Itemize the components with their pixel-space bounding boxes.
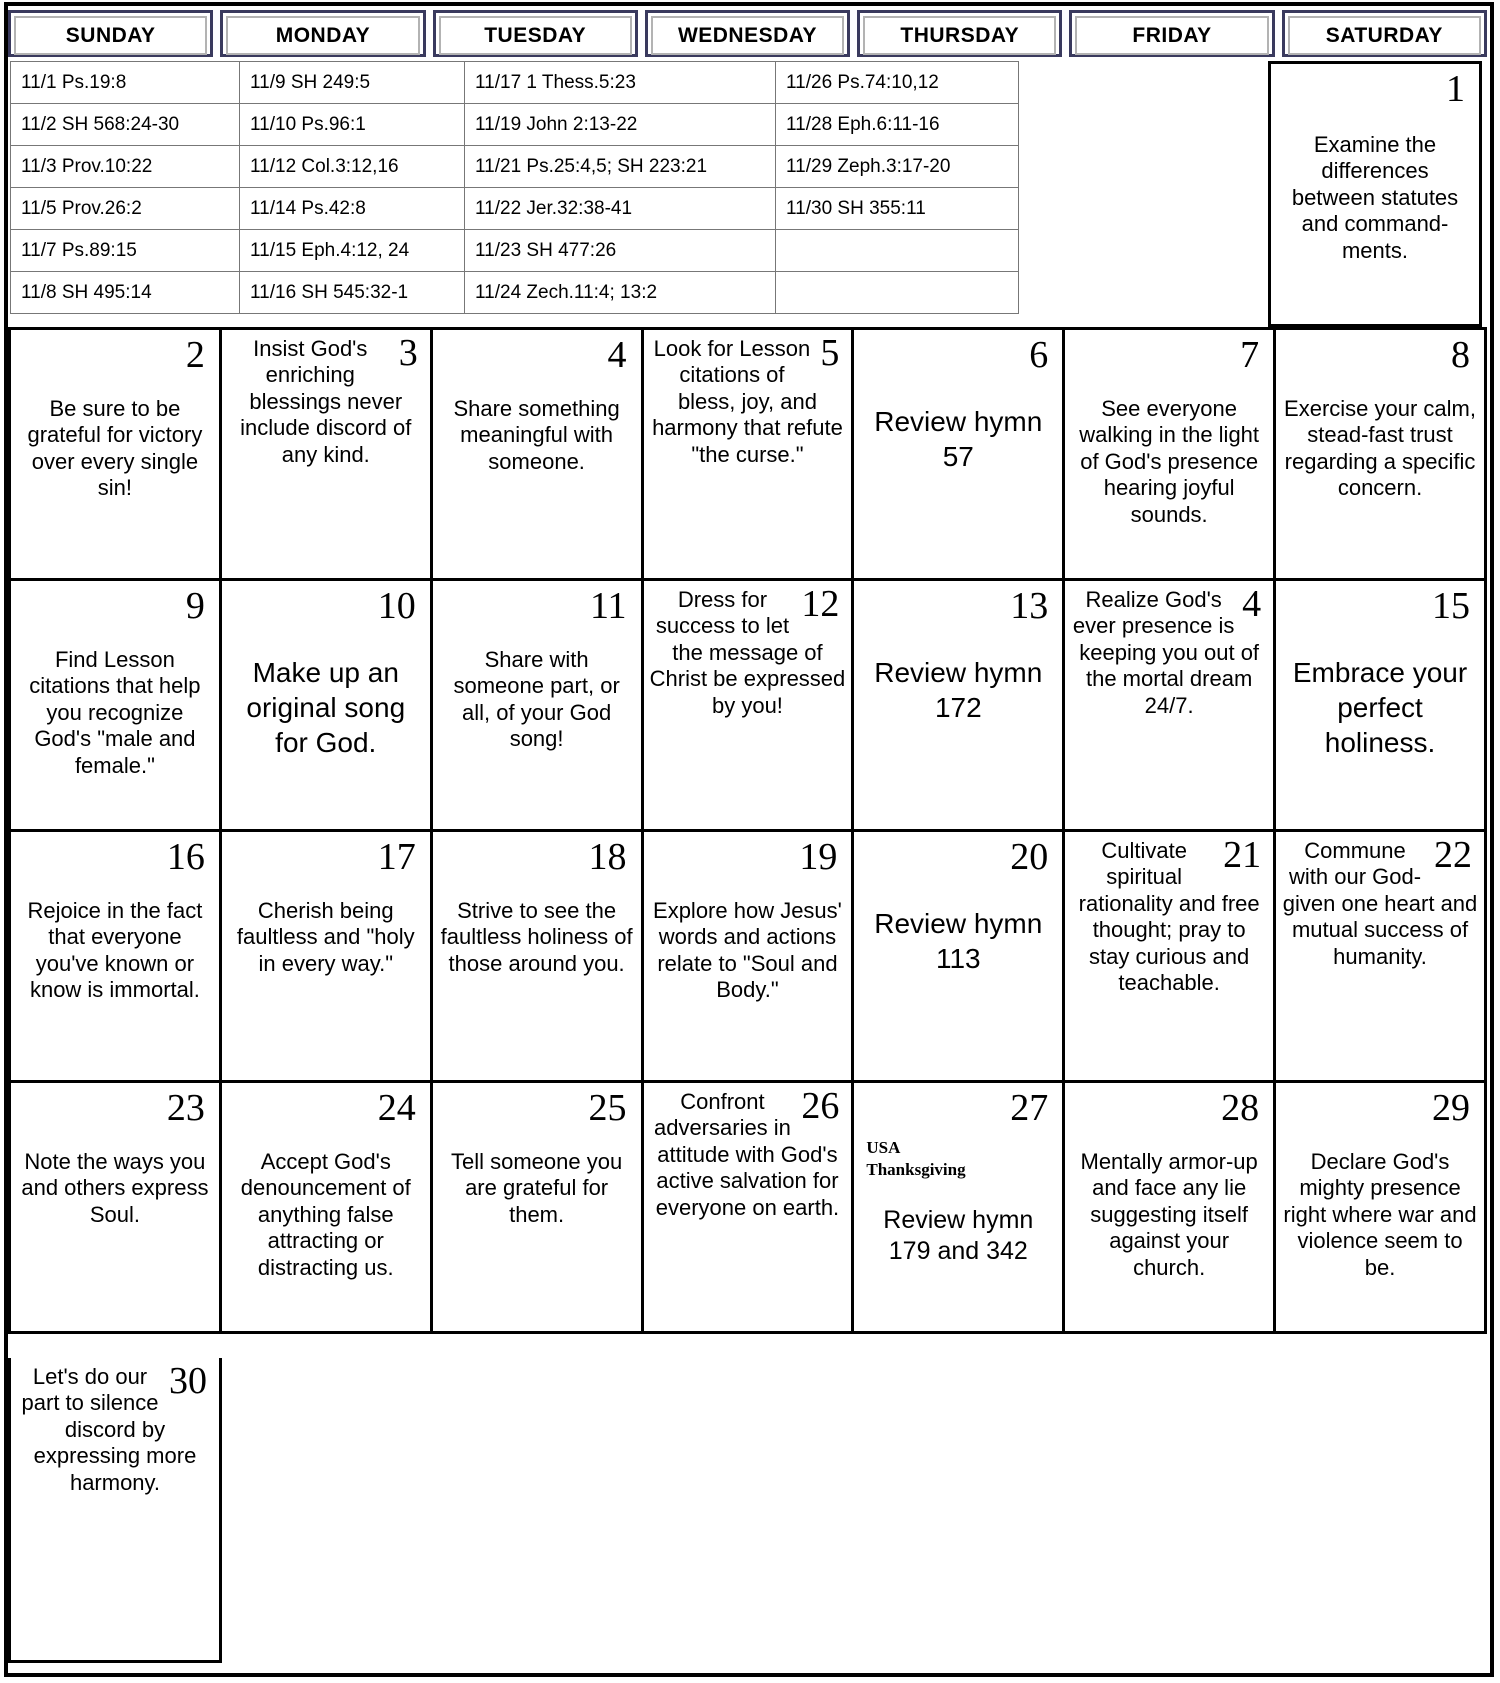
day-text: Explore how Jesus' words and actions relate to "Soul and Body.": [653, 898, 842, 1003]
citation-cell: 11/7 Ps.89:15: [11, 230, 240, 272]
day-cell-21: [1064, 831, 1275, 1082]
day-text: Exercise your calm, stead-fast trust regarding a specific concern.: [1284, 396, 1476, 501]
day-text: Cherish being faultless and "holy in every way.": [236, 898, 415, 976]
day-number: 4: [607, 334, 627, 376]
holiday-label: USA Thanksgiving: [866, 1138, 966, 1180]
weeks-grid: [8, 327, 1487, 1334]
day-number: 8: [1451, 334, 1470, 376]
day-text: Examine the differences between statutes and command-ments.: [1291, 132, 1459, 263]
citation-cell: 11/16 SH 545:32-1: [240, 272, 465, 314]
citation-row: [11, 230, 1019, 272]
weekday-header-label: THURSDAY: [863, 16, 1056, 55]
citation-cell: 11/30 SH 355:11: [776, 188, 1019, 230]
day-cell-20: [853, 831, 1064, 1082]
week-row: [10, 1082, 1486, 1333]
weekday-header-cell: [857, 10, 1062, 57]
weeks-body: [10, 329, 1486, 1333]
day-number: 1: [1446, 68, 1465, 110]
day-cell-4: [431, 329, 642, 580]
day-text: Confront adversaries in attitude with God's active salvation for everyone on earth.: [653, 1089, 840, 1220]
citation-cell: 11/2 SH 568:24-30: [11, 104, 240, 146]
weekday-header-cell: [1069, 10, 1274, 57]
day-number: 19: [799, 836, 838, 878]
day-cell-10: [220, 580, 431, 831]
day-cell-8: [1275, 329, 1486, 580]
citation-cell: 11/9 SH 249:5: [240, 62, 465, 104]
day-text: Insist God's enriching blessings never include discord of any kind.: [240, 336, 412, 467]
weekday-header-label: MONDAY: [226, 16, 419, 55]
last-week-row: [8, 1358, 1490, 1666]
citation-cell: 11/5 Prov.26:2: [11, 188, 240, 230]
day-text: Accept God's denouncement of anything false attracting or distracting us.: [240, 1149, 411, 1280]
day-number: 16: [166, 836, 205, 878]
day-cell-30: [8, 1358, 222, 1663]
day-cell-26: [642, 1082, 853, 1333]
day-number: 9: [185, 585, 205, 627]
day-number: 3: [398, 332, 418, 374]
weekday-header-cell: [220, 10, 425, 57]
page-frame: [4, 2, 1494, 1677]
day-cell-13: [853, 580, 1064, 831]
day-text: Review hymn 113: [874, 908, 1043, 974]
weekday-header-cell: [645, 10, 850, 57]
day-text: Realize God's ever presence is keeping you out of the mortal dream 24/7.: [1072, 587, 1260, 718]
day-cell-12: [642, 580, 853, 831]
day-text: Be sure to be grateful for victory over every single sin!: [27, 396, 203, 501]
citation-cell: [776, 272, 1019, 314]
weekday-header-row: [8, 10, 1487, 57]
day-number: 21: [1223, 834, 1262, 876]
day-cell-9: [10, 580, 221, 831]
day-cell-18: [431, 831, 642, 1082]
day-cell-25: [431, 1082, 642, 1333]
day-number: 23: [166, 1087, 205, 1129]
citations-body: [11, 62, 1019, 314]
citations-table: [10, 61, 1019, 314]
day-cell-27: [853, 1082, 1064, 1333]
citation-cell: 11/3 Prov.10:22: [11, 146, 240, 188]
week-row: [10, 329, 1486, 580]
citation-cell: [776, 230, 1019, 272]
citation-cell: 11/29 Zeph.3:17-20: [776, 146, 1019, 188]
citation-cell: 11/26 Ps.74:10,12: [776, 62, 1019, 104]
day-number: 5: [820, 332, 840, 374]
day-cell-22: [1275, 831, 1486, 1082]
day-number: 27: [1010, 1087, 1049, 1129]
day-number: 24: [377, 1087, 416, 1129]
citation-cell: 11/1 Ps.19:8: [11, 62, 240, 104]
day-number: 25: [588, 1087, 627, 1129]
citation-cell: 11/15 Eph.4:12, 24: [240, 230, 465, 272]
day-cell-15: [1275, 580, 1486, 831]
day-number: 22: [1434, 834, 1472, 876]
citation-row: [11, 188, 1019, 230]
day-text: Strive to see the faultless holiness of those around you.: [440, 898, 633, 976]
weekday-header-label: FRIDAY: [1075, 16, 1268, 55]
day-text: Embrace your perfect holiness.: [1292, 657, 1468, 758]
citation-cell: 11/17 1 Thess.5:23: [465, 62, 776, 104]
day-cell-17: [220, 831, 431, 1082]
day-cell-2: [10, 329, 221, 580]
day-cell-11: [431, 580, 642, 831]
day-number: 18: [588, 836, 627, 878]
day-number: 6: [1029, 334, 1049, 376]
day-number: 15: [1432, 585, 1470, 627]
day-text: Find Lesson citations that help you recognize God's "male and female.": [29, 647, 201, 778]
day-number: 28: [1221, 1087, 1260, 1129]
day-text: Look for Lesson citations of bless, joy, and harmony that refute "the curse.": [652, 336, 843, 467]
day-text: Share something meaningful with someone.: [453, 396, 620, 474]
day-text: Dress for success to let the message of Christ be expressed by you!: [649, 587, 846, 718]
citation-row: [11, 62, 1019, 104]
week-row: [10, 831, 1486, 1082]
day-cell-1: [1268, 61, 1482, 327]
citation-cell: 11/28 Eph.6:11-16: [776, 104, 1019, 146]
day-number: 12: [801, 583, 840, 625]
day-cell-29: [1275, 1082, 1486, 1333]
citation-cell: 11/8 SH 495:14: [11, 272, 240, 314]
weekday-header-label: WEDNESDAY: [651, 16, 844, 55]
weekday-header-cell: [433, 10, 638, 57]
citation-row: [11, 146, 1019, 188]
citation-cell: 11/12 Col.3:12,16: [240, 146, 465, 188]
day-text: Declare God's mighty presence right where war and violence seem to be.: [1283, 1149, 1477, 1280]
day-text: Rejoice in the fact that everyone you've known or know is immortal.: [27, 898, 203, 1003]
weekday-header-label: TUESDAY: [439, 16, 632, 55]
weekday-header-label: SUNDAY: [14, 16, 207, 55]
citation-cell: 11/22 Jer.32:38-41: [465, 188, 776, 230]
day-text: Review hymn 179 and 342: [883, 1206, 1034, 1266]
weekday-header-cell: [1282, 10, 1487, 57]
citation-row: [11, 272, 1019, 314]
day-number: 26: [801, 1085, 840, 1127]
citation-cell: 11/10 Ps.96:1: [240, 104, 465, 146]
citation-cell: 11/21 Ps.25:4,5; SH 223:21: [465, 146, 776, 188]
day-number: 17: [377, 836, 416, 878]
day-text: Note the ways you and others express Soul.: [21, 1149, 209, 1227]
day-number: 29: [1432, 1087, 1470, 1129]
day-cell-19: [642, 831, 853, 1082]
day-text: Let's do our part to silence discord by expressing more harmony.: [21, 1364, 197, 1495]
day-text: Mentally armor-up and face any lie suggesting itself against your church.: [1080, 1149, 1258, 1280]
day-text: Review hymn 172: [874, 657, 1043, 723]
day-cell-23: [10, 1082, 221, 1333]
day-cell-5: [642, 329, 853, 580]
citation-cell: 11/14 Ps.42:8: [240, 188, 465, 230]
day-cell-4: [1064, 580, 1275, 831]
day-text: Make up an original song for God.: [246, 657, 406, 758]
citation-cell: 11/24 Zech.11:4; 13:2: [465, 272, 776, 314]
citation-cell: 11/23 SH 477:26: [465, 230, 776, 272]
day-text: Cultivate spiritual rationality and free thought; pray to stay curious and teachable.: [1078, 838, 1260, 995]
day-text: See everyone walking in the light of God's presence hearing joyful sounds.: [1079, 396, 1260, 527]
day-number: 7: [1240, 334, 1260, 376]
citation-cell: 11/19 John 2:13-22: [465, 104, 776, 146]
week-row: [10, 580, 1486, 831]
day-number: 2: [185, 334, 205, 376]
day-cell-16: [10, 831, 221, 1082]
day-number: 4: [1242, 583, 1262, 625]
day-cell-24: [220, 1082, 431, 1333]
weekday-header-cell: [8, 10, 213, 57]
day-number: 10: [377, 585, 416, 627]
day-number: 11: [589, 585, 627, 627]
day-cell-6: [853, 329, 1064, 580]
citation-row: [11, 104, 1019, 146]
day-text: Review hymn 57: [874, 406, 1043, 472]
day-text: Commune with our God-given one heart and mutual success of humanity.: [1282, 838, 1478, 969]
day-cell-3: [220, 329, 431, 580]
day-cell-7: [1064, 329, 1275, 580]
day-number: 20: [1010, 836, 1049, 878]
day-text: Share with someone part, or all, of your God song!: [453, 647, 620, 752]
weekday-header-label: SATURDAY: [1288, 16, 1481, 55]
day-cell-28: [1064, 1082, 1275, 1333]
day-number: 30: [169, 1360, 207, 1402]
day-text: Tell someone you are grateful for them.: [451, 1149, 623, 1227]
day-number: 13: [1010, 585, 1049, 627]
